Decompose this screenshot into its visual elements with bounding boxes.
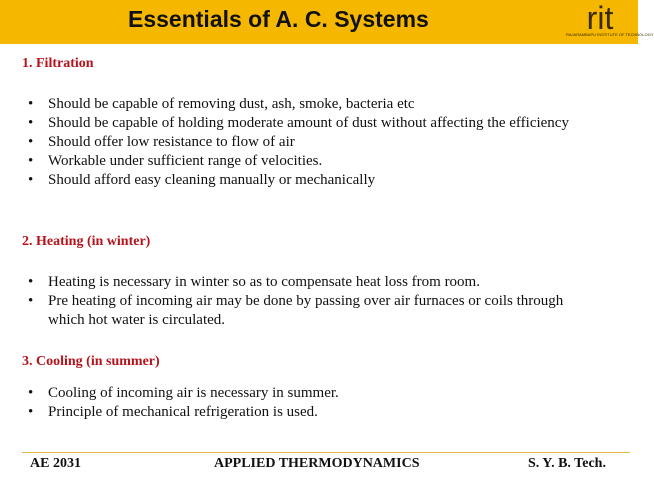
footer-divider [22, 452, 630, 453]
list-item: • Pre heating of incoming air may be done by passing over air furnaces or coils through which hot water is circulated. [22, 292, 582, 330]
list-item: • Workable under sufficient range of velocities. [22, 152, 582, 171]
footer-course-code: AE 2031 [30, 456, 81, 471]
list-item: • Should be capable of removing dust, ash, smoke, bacteria etc [22, 95, 582, 114]
list-item: • Heating is necessary in winter so as to compensate heat loss from room. [22, 273, 582, 292]
list-item: • Should offer low resistance to flow of air [22, 133, 582, 152]
list-item: • Principle of mechanical refrigeration is used. [22, 403, 582, 422]
section-heading-cooling: 3. Cooling (in summer) [22, 354, 160, 369]
footer-class: S. Y. B. Tech. [528, 456, 606, 471]
header-bar [0, 0, 654, 44]
rit-logo [566, 0, 654, 41]
footer-course-title: APPLIED THERMODYNAMICS [214, 456, 420, 471]
slide-title: Essentials of A. C. Systems [128, 6, 429, 32]
logo-text: rit [586, 0, 614, 36]
cooling-list [22, 384, 582, 422]
section-heading-heating: 2. Heating (in winter) [22, 234, 151, 249]
list-item: • Should be capable of holding moderate amount of dust without affecting the efficiency [22, 114, 582, 133]
logo-subtitle: RAJARAMBAPU INSTITUTE OF TECHNOLOGY [566, 32, 654, 37]
heating-list [22, 273, 582, 330]
list-item: • Should afford easy cleaning manually or mechanically [22, 171, 582, 190]
section-heading-filtration: 1. Filtration [22, 56, 94, 71]
list-item: • Cooling of incoming air is necessary in summer. [22, 384, 582, 403]
filtration-list [22, 95, 582, 190]
